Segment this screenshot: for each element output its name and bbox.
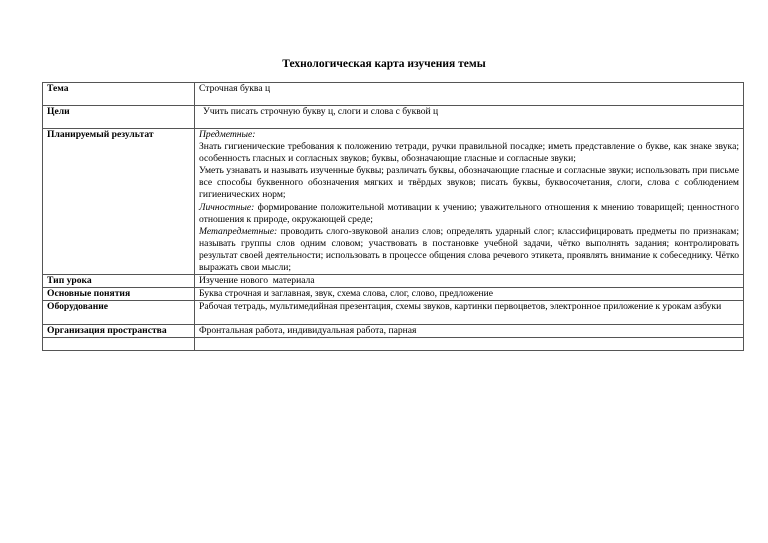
value-concepts: Буква строчная и заглавная, звук, схема слова, слог, слово, предложение — [195, 288, 744, 301]
label-lesson-type: Тип урока — [43, 275, 195, 288]
value-tema: Строчная буква ц — [195, 83, 744, 106]
label-goals: Цели — [43, 106, 195, 129]
label-concepts: Основные понятия — [43, 288, 195, 301]
value-organization: Фронтальная работа, индивидуальная работа, парная — [195, 325, 744, 338]
label-organization: Организация пространства — [43, 325, 195, 338]
value-goals: Учить писать строчную букву ц, слоги и слова с буквой ц — [203, 106, 439, 117]
label-result: Планируемый результат — [43, 129, 195, 275]
label-tema: Тема — [43, 83, 195, 106]
meta-block — [199, 226, 739, 274]
table-row-empty — [43, 338, 744, 351]
subject-heading: Предметные: — [199, 129, 256, 140]
subject-text-1: Знать гигиенические требования к положению тетради, ручки правильной посадке; иметь представление о букве, как знаке звука; особенность гласных и согласных звуков; буквы, обозначающие гласные и согласные звуки; — [199, 141, 739, 165]
table-row-lesson-type — [43, 275, 744, 288]
value-equipment: Рабочая тетрадь, мультимедийная презентация, схемы звуков, картинки первоцветов, электронное приложение к урокам азбуки — [195, 301, 744, 325]
empty-cell-left — [43, 338, 195, 351]
value-result-cell — [195, 129, 744, 275]
label-equipment: Оборудование — [43, 301, 195, 325]
subject-text-2: Уметь узнавать и называть изученные буквы; различать буквы, обозначающие гласные и согласные звуки; использовать при письме все способы буквенного обозначения мягких и твёрдых звуков; писать буквы, буквосочетания, слоги, слова с соблюдением гигиенических норм; — [199, 165, 739, 201]
personal-block — [199, 202, 739, 226]
table-row-equipment — [43, 301, 744, 325]
table-row-goals — [43, 106, 744, 129]
table-row-organization — [43, 325, 744, 338]
meta-text: проводить слого-звуковой анализ слов; определять ударный слог; классифицировать предметы по признакам; называть группы слов одним словом; участвовать в постановке учебной задачи, чётко выполнять задания; контролировать результат своей деятельности; использовать в процессе общения слова речевого этикета, проявлять внимание к собеседнику. Чётко выражать свои мысли; — [199, 225, 739, 274]
value-goals-cell — [195, 106, 744, 129]
table-row-tema — [43, 83, 744, 106]
meta-heading: Метапредметные: — [199, 225, 278, 237]
value-lesson-type: Изучение нового материала — [195, 275, 744, 288]
tech-card-table — [42, 82, 744, 351]
table-row-concepts — [43, 288, 744, 301]
empty-cell-right — [195, 338, 744, 351]
personal-heading: Личностные: — [199, 201, 255, 213]
table-row-result — [43, 129, 744, 275]
personal-text: формирование положительной мотивации к учению; уважительного отношения к мнению товарищей; ценностного отношения к природе, окружающей среде; — [199, 201, 739, 225]
document-title: Технологическая карта изучения темы — [282, 58, 486, 70]
